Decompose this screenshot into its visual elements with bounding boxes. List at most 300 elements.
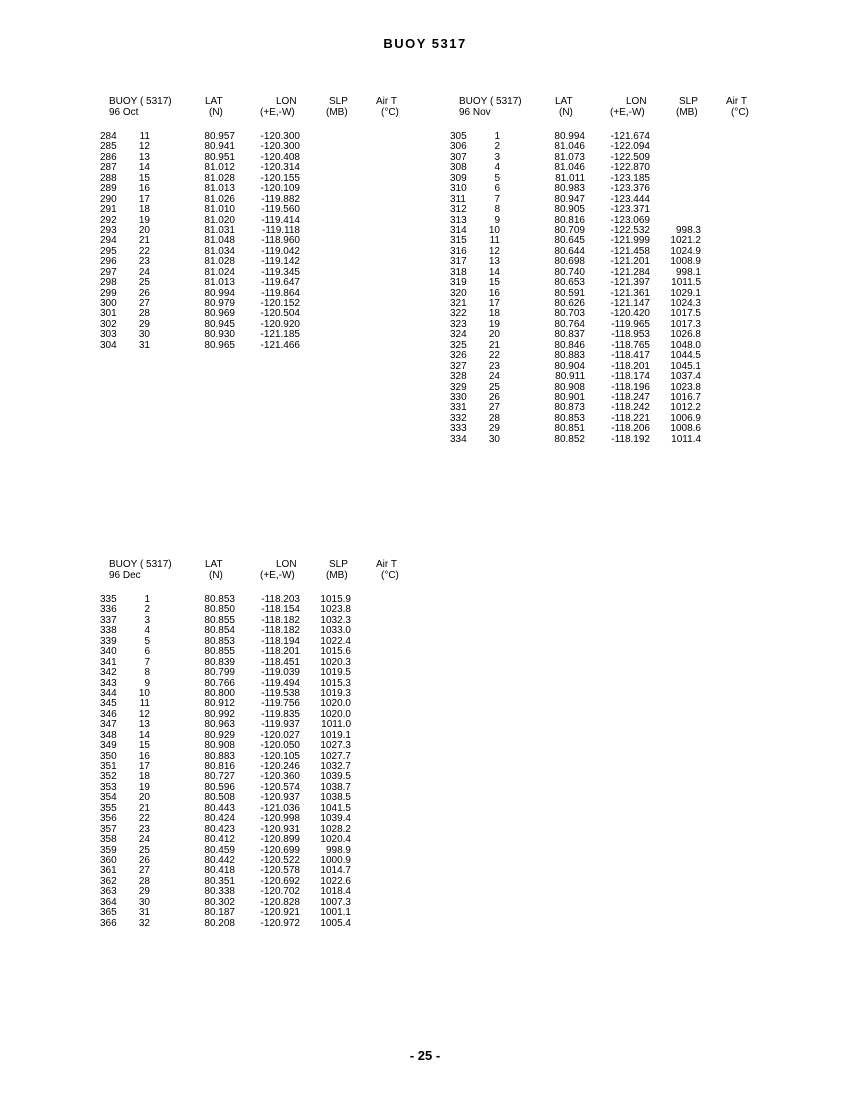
lat-cell: 80.740	[554, 266, 585, 278]
day-of-month-cell: 20	[488, 329, 500, 341]
slp-cell: 998.9	[325, 844, 351, 856]
lon-cell: -118.201	[261, 646, 300, 658]
day-of-year-cell: 299	[100, 287, 117, 299]
day-of-year-cell: 319	[450, 277, 467, 289]
slp-cell: 1037.4	[670, 371, 701, 383]
day-of-month-cell: 22	[138, 245, 150, 257]
header-slp-label: SLP	[329, 559, 348, 570]
slp-cell: 1019.3	[320, 687, 351, 699]
lat-cell: 80.766	[204, 677, 235, 689]
table-row	[450, 435, 770, 445]
day-of-year-cell: 360	[100, 854, 117, 866]
lon-cell: -119.414	[261, 214, 300, 226]
lat-cell: 80.508	[204, 792, 235, 804]
slp-cell: 1019.1	[320, 729, 351, 741]
slp-cell: 1019.5	[320, 667, 351, 679]
lat-cell: 80.945	[204, 318, 235, 330]
lat-cell: 80.969	[204, 308, 235, 320]
header-slp-label: SLP	[679, 96, 698, 107]
lat-cell: 80.883	[554, 350, 585, 362]
lat-cell: 81.011	[555, 172, 585, 184]
day-of-month-cell: 24	[138, 266, 150, 278]
lon-cell: -122.509	[610, 151, 650, 163]
day-of-year-cell: 330	[450, 391, 467, 403]
day-of-month-cell: 22	[488, 350, 500, 362]
lon-cell: -118.203	[261, 594, 300, 605]
lon-cell: -119.042	[261, 245, 300, 257]
day-of-month-cell: 16	[138, 750, 150, 762]
lon-cell: -123.185	[610, 172, 650, 184]
header-slp-unit: (MB)	[326, 570, 348, 581]
day-of-month-cell: 19	[488, 318, 500, 330]
lat-cell: 80.799	[204, 667, 235, 679]
day-of-year-cell: 342	[100, 667, 117, 679]
day-of-year-cell: 313	[450, 214, 467, 226]
lon-cell: -122.532	[610, 224, 650, 236]
day-of-year-cell: 292	[100, 214, 117, 226]
slp-cell: 1023.8	[670, 381, 701, 393]
slp-cell: 1011.5	[671, 277, 701, 289]
header-lon-unit: (+E,-W)	[260, 570, 295, 581]
table-row	[100, 668, 420, 678]
lon-cell: -118.192	[611, 433, 650, 445]
day-of-year-cell: 310	[450, 183, 467, 195]
day-of-year-cell: 340	[100, 646, 117, 658]
day-of-year-cell: 356	[100, 813, 117, 825]
lon-cell: -123.376	[610, 183, 650, 195]
day-of-month-cell: 30	[138, 896, 150, 908]
slp-cell: 1011.4	[671, 433, 701, 445]
day-of-month-cell: 19	[138, 214, 150, 226]
lon-cell: -119.118	[262, 224, 300, 236]
day-of-month-cell: 16	[138, 183, 150, 195]
day-of-year-cell: 344	[100, 687, 117, 699]
lon-cell: -121.036	[260, 802, 300, 814]
lon-cell: -120.522	[260, 854, 300, 866]
day-of-month-cell: 15	[488, 277, 500, 289]
header-airt-label: Air T	[376, 559, 397, 570]
day-of-month-cell: 15	[138, 172, 150, 184]
day-of-month-cell: 11	[139, 131, 150, 142]
day-of-year-cell: 326	[450, 350, 467, 362]
lon-cell: -119.560	[261, 204, 300, 216]
day-of-month-cell: 9	[494, 214, 500, 226]
lon-cell: -120.574	[260, 781, 300, 793]
lon-cell: -120.109	[260, 183, 300, 195]
lon-cell: -120.105	[260, 750, 300, 762]
day-of-month-cell: 23	[138, 823, 150, 835]
lon-cell: -121.284	[610, 266, 650, 278]
day-of-year-cell: 325	[450, 339, 467, 351]
lat-cell: 81.026	[204, 193, 235, 205]
lon-cell: -121.361	[610, 287, 650, 299]
lat-cell: 80.208	[204, 917, 235, 929]
day-of-month-cell: 28	[138, 308, 150, 320]
day-of-month-cell: 13	[138, 719, 150, 731]
slp-cell: 1023.8	[320, 604, 351, 616]
slp-cell: 1027.7	[320, 750, 351, 762]
day-of-month-cell: 8	[494, 204, 500, 216]
lat-cell: 80.703	[554, 308, 585, 320]
day-of-month-cell: 18	[138, 204, 150, 216]
lon-cell: -120.692	[260, 875, 300, 887]
lon-cell: -119.937	[261, 719, 300, 731]
lat-cell: 80.596	[204, 781, 235, 793]
day-of-month-cell: 17	[488, 298, 500, 309]
lat-cell: 80.851	[554, 423, 585, 435]
lat-cell: 80.883	[204, 750, 235, 762]
slp-cell: 1012.2	[670, 402, 701, 414]
day-of-month-cell: 14	[138, 162, 150, 174]
day-of-month-cell: 2	[144, 604, 150, 616]
day-of-month-cell: 25	[138, 277, 150, 289]
day-of-month-cell: 15	[138, 740, 150, 752]
lat-cell: 81.024	[204, 266, 235, 278]
day-of-month-cell: 12	[488, 245, 500, 257]
lat-cell: 80.873	[554, 402, 585, 414]
day-of-month-cell: 21	[138, 235, 150, 247]
header-airt-unit: (°C)	[381, 107, 399, 118]
day-of-month-cell: 29	[488, 423, 500, 435]
lon-cell: -119.142	[261, 256, 300, 268]
table-header	[450, 97, 770, 121]
day-of-month-cell: 2	[494, 141, 500, 153]
header-lat-unit: (N)	[559, 107, 573, 118]
lat-cell: 80.816	[204, 761, 235, 772]
day-of-year-cell: 318	[450, 266, 467, 278]
lon-cell: -119.864	[261, 287, 300, 299]
header-buoy-label: BUOY ( 5317)	[459, 96, 522, 107]
lon-cell: -118.960	[261, 235, 300, 247]
day-of-month-cell: 25	[138, 844, 150, 856]
day-of-year-cell: 336	[100, 604, 117, 616]
lon-cell: -121.674	[610, 131, 650, 142]
slp-cell: 1001.1	[320, 907, 351, 919]
lat-cell: 80.459	[204, 844, 235, 856]
day-of-month-cell: 27	[138, 865, 150, 877]
slp-cell: 1015.3	[320, 677, 351, 689]
day-of-year-cell: 347	[100, 719, 117, 731]
day-of-month-cell: 26	[138, 854, 150, 866]
lat-cell: 80.709	[554, 224, 585, 236]
day-of-month-cell: 23	[138, 256, 150, 268]
slp-cell: 1005.4	[320, 917, 351, 929]
lon-cell: -120.699	[260, 844, 300, 856]
lon-cell: -118.242	[611, 402, 650, 414]
lon-cell: -118.451	[261, 656, 300, 668]
day-of-month-cell: 27	[138, 298, 150, 309]
lat-cell: 80.800	[204, 687, 235, 699]
day-of-year-cell: 291	[100, 204, 117, 216]
slp-cell: 1017.5	[670, 308, 701, 320]
day-of-month-cell: 20	[138, 224, 150, 236]
day-of-month-cell: 13	[138, 151, 150, 163]
lat-cell: 81.046	[554, 162, 585, 174]
slp-cell: 1006.9	[670, 412, 701, 424]
slp-cell: 1048.0	[670, 339, 701, 351]
lat-cell: 80.930	[204, 329, 235, 341]
day-of-month-cell: 30	[138, 329, 150, 341]
lat-cell: 80.816	[554, 214, 585, 226]
lon-cell: -120.152	[260, 298, 300, 309]
day-of-year-cell: 357	[100, 823, 117, 835]
slp-cell: 998.1	[675, 266, 701, 278]
day-of-month-cell: 28	[138, 875, 150, 887]
lon-cell: -120.420	[610, 308, 650, 320]
header-slp-unit: (MB)	[326, 107, 348, 118]
lon-cell: -122.094	[610, 141, 650, 153]
lat-cell: 80.846	[554, 339, 585, 351]
day-of-month-cell: 23	[488, 360, 500, 372]
day-of-year-cell: 362	[100, 875, 117, 887]
table-body	[100, 595, 420, 929]
day-of-year-cell: 301	[100, 308, 117, 320]
day-of-year-cell: 300	[100, 298, 117, 309]
lon-cell: -120.246	[260, 761, 300, 772]
lat-cell: 80.698	[554, 256, 585, 268]
lat-cell: 80.626	[554, 298, 585, 309]
day-of-year-cell: 364	[100, 896, 117, 908]
day-of-month-cell: 10	[138, 687, 150, 699]
day-of-year-cell: 286	[100, 151, 117, 163]
day-of-year-cell: 334	[450, 433, 467, 445]
header-slp-label: SLP	[329, 96, 348, 107]
lat-cell: 80.591	[554, 287, 585, 299]
lat-cell: 80.837	[554, 329, 585, 341]
day-of-month-cell: 19	[138, 781, 150, 793]
slp-cell: 1024.3	[670, 298, 701, 309]
day-of-month-cell: 4	[494, 162, 500, 174]
page-number: - 25 -	[409, 1048, 441, 1063]
header-lon-label: LON	[626, 96, 647, 107]
slp-cell: 1020.0	[320, 708, 351, 720]
day-of-year-cell: 307	[450, 151, 467, 163]
lon-cell: -118.201	[611, 360, 650, 372]
day-of-year-cell: 317	[450, 256, 467, 268]
header-lon-unit: (+E,-W)	[260, 107, 295, 118]
day-of-month-cell: 5	[144, 635, 150, 647]
lat-cell: 80.901	[554, 391, 585, 403]
day-of-year-cell: 296	[100, 256, 117, 268]
day-of-year-cell: 359	[100, 844, 117, 856]
slp-cell: 998.3	[675, 224, 701, 236]
day-of-month-cell: 7	[144, 656, 150, 668]
lat-cell: 81.034	[204, 245, 235, 257]
lat-cell: 81.013	[204, 277, 235, 289]
lat-cell: 80.994	[204, 287, 235, 299]
day-of-month-cell: 31	[138, 339, 150, 351]
lat-cell: 80.338	[204, 886, 235, 898]
day-of-year-cell: 290	[100, 193, 117, 205]
day-of-month-cell: 14	[488, 266, 500, 278]
lon-cell: -121.147	[610, 298, 650, 309]
lat-cell: 80.764	[554, 318, 585, 330]
day-of-year-cell: 284	[100, 131, 117, 142]
day-of-year-cell: 302	[100, 318, 117, 330]
table-row	[100, 919, 420, 929]
lon-cell: -121.397	[610, 277, 650, 289]
day-of-year-cell: 306	[450, 141, 467, 153]
lon-cell: -120.578	[260, 865, 300, 877]
lat-cell: 81.073	[554, 151, 585, 163]
lon-cell: -120.155	[260, 172, 300, 184]
day-of-month-cell: 17	[138, 193, 150, 205]
lat-cell: 80.965	[204, 339, 235, 351]
lat-cell: 81.031	[204, 224, 235, 236]
day-of-year-cell: 285	[100, 141, 117, 153]
day-of-month-cell: 32	[138, 917, 150, 929]
lon-cell: -120.937	[260, 792, 300, 804]
lat-cell: 80.839	[204, 656, 235, 668]
lon-cell: -118.221	[611, 412, 650, 424]
day-of-year-cell: 323	[450, 318, 467, 330]
lon-cell: -120.300	[260, 141, 300, 153]
slp-cell: 1028.2	[320, 823, 351, 835]
header-lon-label: LON	[276, 559, 297, 570]
day-of-year-cell: 309	[450, 172, 467, 184]
lat-cell: 80.443	[204, 802, 235, 814]
day-of-year-cell: 348	[100, 729, 117, 741]
header-buoy-label: BUOY ( 5317)	[109, 96, 172, 107]
day-of-month-cell: 17	[138, 761, 150, 772]
lon-cell: -122.870	[610, 162, 650, 174]
day-of-month-cell: 26	[488, 391, 500, 403]
day-of-month-cell: 16	[488, 287, 500, 299]
table-row	[100, 205, 420, 215]
day-of-month-cell: 30	[488, 433, 500, 445]
slp-cell: 1015.9	[320, 594, 351, 605]
page-title: BUOY 5317	[383, 36, 467, 51]
day-of-year-cell: 295	[100, 245, 117, 257]
slp-cell: 1022.6	[320, 875, 351, 887]
day-of-year-cell: 352	[100, 771, 117, 783]
day-of-year-cell: 363	[100, 886, 117, 898]
lat-cell: 80.994	[554, 131, 585, 142]
day-of-year-cell: 303	[100, 329, 117, 341]
day-of-month-cell: 22	[138, 813, 150, 825]
day-of-month-cell: 12	[138, 141, 150, 153]
header-lat-unit: (N)	[209, 107, 223, 118]
slp-cell: 1038.7	[320, 781, 351, 793]
day-of-year-cell: 343	[100, 677, 117, 689]
slp-cell: 1000.9	[320, 854, 351, 866]
lat-cell: 80.727	[204, 771, 235, 783]
day-of-month-cell: 18	[138, 771, 150, 783]
day-of-year-cell: 297	[100, 266, 117, 278]
lon-cell: -120.408	[260, 151, 300, 163]
day-of-month-cell: 12	[138, 708, 150, 720]
lat-cell: 80.850	[204, 604, 235, 616]
header-airt-unit: (°C)	[731, 107, 749, 118]
lat-cell: 80.424	[204, 813, 235, 825]
lat-cell: 80.908	[554, 381, 585, 393]
header-airt-label: Air T	[376, 96, 397, 107]
day-of-year-cell: 324	[450, 329, 467, 341]
day-of-year-cell: 331	[450, 402, 467, 414]
table-row	[450, 278, 770, 288]
slp-cell: 1022.4	[320, 635, 351, 647]
day-of-month-cell: 27	[488, 402, 500, 414]
lat-cell: 80.904	[554, 360, 585, 372]
day-of-year-cell: 365	[100, 907, 117, 919]
lon-cell: -118.953	[611, 329, 650, 341]
day-of-month-cell: 29	[138, 318, 150, 330]
day-of-month-cell: 21	[138, 802, 150, 814]
lon-cell: -120.931	[260, 823, 300, 835]
lat-cell: 80.854	[204, 625, 235, 637]
day-of-year-cell: 338	[100, 625, 117, 637]
lon-cell: -118.194	[261, 635, 300, 647]
slp-cell: 1018.4	[320, 886, 351, 898]
day-of-year-cell: 321	[450, 298, 467, 309]
day-of-month-cell: 8	[144, 667, 150, 679]
lon-cell: -119.965	[611, 318, 650, 330]
day-of-year-cell: 288	[100, 172, 117, 184]
day-of-year-cell: 314	[450, 224, 467, 236]
header-lat-unit: (N)	[209, 570, 223, 581]
lat-cell: 81.010	[204, 204, 235, 216]
lon-cell: -118.417	[611, 350, 650, 362]
slp-cell: 1027.3	[320, 740, 351, 752]
lon-cell: -120.050	[260, 740, 300, 752]
header-period: 96 Oct	[109, 107, 139, 118]
slp-cell: 1011.0	[321, 719, 351, 731]
table-row	[450, 372, 770, 382]
day-of-month-cell: 31	[138, 907, 150, 919]
header-period: 96 Nov	[459, 107, 491, 118]
slp-cell: 1020.4	[320, 834, 351, 846]
day-of-month-cell: 6	[144, 646, 150, 658]
day-of-year-cell: 355	[100, 802, 117, 814]
table-row	[100, 908, 420, 918]
table-body	[100, 132, 420, 351]
lon-cell: -118.182	[261, 625, 300, 637]
lon-cell: -118.247	[611, 391, 650, 403]
day-of-year-cell: 305	[450, 131, 467, 142]
lon-cell: -119.756	[261, 698, 300, 710]
header-period: 96 Dec	[109, 570, 141, 581]
lon-cell: -120.899	[260, 834, 300, 846]
lat-cell: 80.855	[204, 646, 235, 658]
lat-cell: 80.929	[204, 729, 235, 741]
lon-cell: -121.458	[610, 245, 650, 257]
lat-cell: 80.418	[204, 865, 235, 877]
lon-cell: -121.466	[260, 339, 300, 351]
lon-cell: -123.069	[610, 214, 650, 226]
day-of-year-cell: 298	[100, 277, 117, 289]
day-of-month-cell: 21	[488, 339, 500, 351]
slp-cell: 1021.2	[670, 235, 701, 247]
lon-cell: -118.154	[261, 604, 300, 616]
lon-cell: -123.371	[610, 204, 650, 216]
table-row	[100, 835, 420, 845]
day-of-year-cell: 351	[100, 761, 117, 772]
slp-cell: 1020.0	[320, 698, 351, 710]
lon-cell: -119.494	[261, 677, 300, 689]
lat-cell: 81.028	[204, 256, 235, 268]
day-of-month-cell: 29	[138, 886, 150, 898]
day-of-year-cell: 333	[450, 423, 467, 435]
day-of-month-cell: 13	[488, 256, 500, 268]
day-of-year-cell: 289	[100, 183, 117, 195]
slp-cell: 1020.3	[320, 656, 351, 668]
slp-cell: 1033.0	[320, 625, 351, 637]
lat-cell: 80.947	[554, 193, 585, 205]
table-header	[100, 97, 420, 121]
lat-cell: 80.852	[554, 433, 585, 445]
slp-cell: 1041.5	[320, 802, 351, 814]
lon-cell: -120.828	[260, 896, 300, 908]
